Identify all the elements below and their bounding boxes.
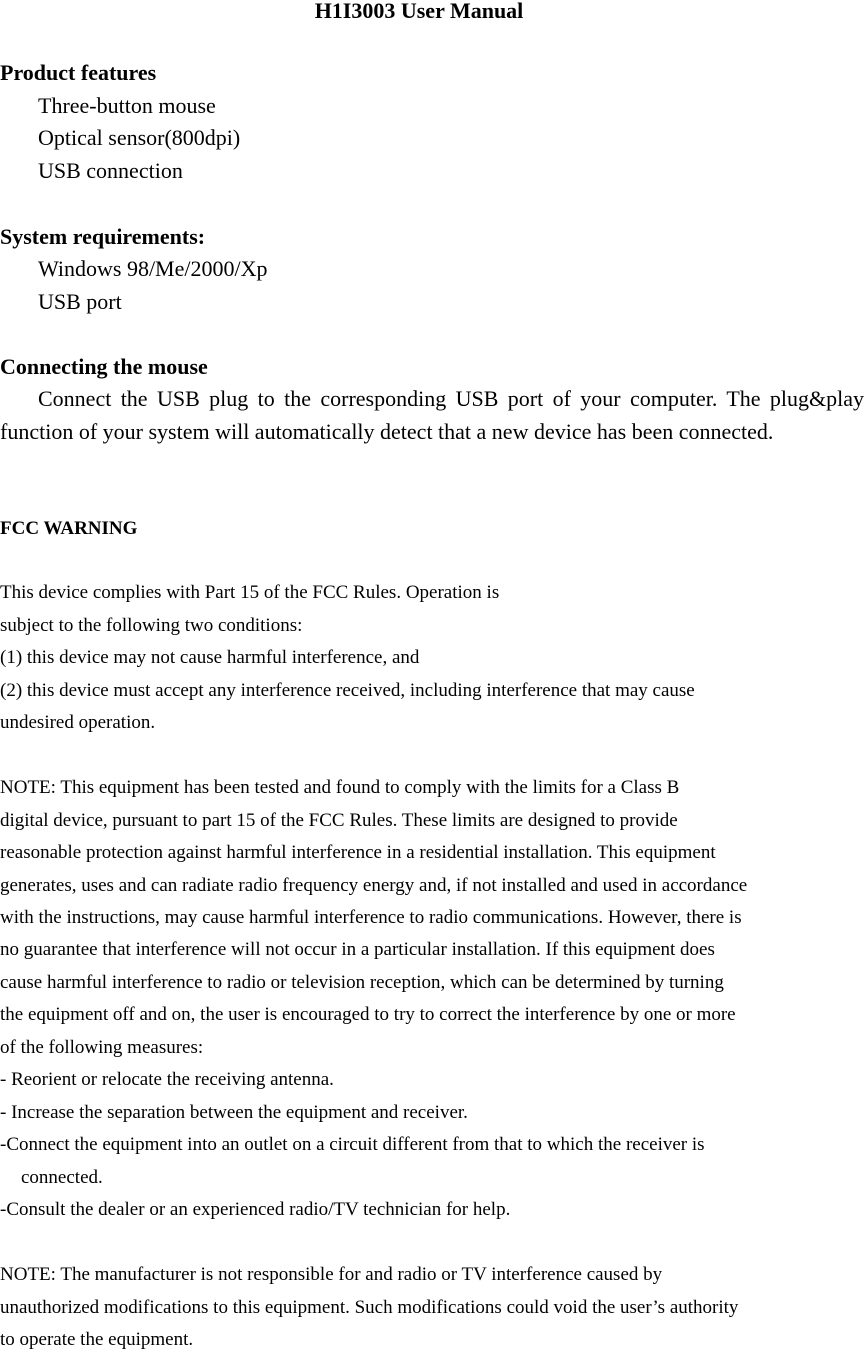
product-features-heading: Product features xyxy=(0,60,157,85)
connecting-paragraph: Connect the USB plug to the corresponding USB port of your computer. The plug&play function of your system will automatically detect that a new device has been connected. xyxy=(0,386,864,444)
measure-line: - Reorient or relocate the receiving antenna. xyxy=(0,1069,334,1090)
compliance-line: (2) this device must accept any interference received, including interference that may cause xyxy=(0,680,695,701)
measure-line: connected. xyxy=(21,1167,103,1188)
note-line: cause harmful interference to radio or television reception, which can be determined by turning xyxy=(0,972,724,993)
feature-item: Optical sensor(800dpi) xyxy=(38,125,241,150)
note-line: of the following measures: xyxy=(0,1037,204,1058)
system-requirements-heading: System requirements: xyxy=(0,224,206,249)
note-line: digital device, pursuant to part 15 of the FCC Rules. These limits are designed to provide xyxy=(0,810,678,831)
compliance-line: undesired operation. xyxy=(0,712,156,733)
note-line: the equipment off and on, the user is encouraged to try to correct the interference by one or more xyxy=(0,1004,736,1025)
measure-line: - Increase the separation between the equipment and receiver. xyxy=(0,1102,468,1123)
manufacturer-note-line: NOTE: The manufacturer is not responsible for and radio or TV interference caused by xyxy=(0,1264,663,1285)
fcc-warning-heading: FCC WARNING xyxy=(0,518,138,539)
manufacturer-note-line: unauthorized modifications to this equipment. Such modifications could void the user’s authority xyxy=(0,1297,739,1318)
requirement-item: Windows 98/Me/2000/Xp xyxy=(38,256,268,281)
requirement-item: USB port xyxy=(38,289,122,314)
measure-line: -Connect the equipment into an outlet on a circuit different from that to which the receiver is xyxy=(0,1134,705,1155)
note-line: NOTE: This equipment has been tested and found to comply with the limits for a Class B xyxy=(0,777,680,798)
compliance-line: subject to the following two conditions: xyxy=(0,615,303,636)
measure-line: -Consult the dealer or an experienced radio/TV technician for help. xyxy=(0,1199,511,1220)
compliance-line: (1) this device may not cause harmful interference, and xyxy=(0,647,420,668)
note-line: with the instructions, may cause harmful interference to radio communications. However, there is xyxy=(0,907,742,928)
note-line: generates, uses and can radiate radio frequency energy and, if not installed and used in accordance xyxy=(0,875,748,896)
connecting-heading: Connecting the mouse xyxy=(0,354,208,379)
document-title: H1I3003 User Manual xyxy=(314,0,524,23)
note-line: no guarantee that interference will not occur in a particular installation. If this equipment does xyxy=(0,939,715,960)
note-line: reasonable protection against harmful interference in a residential installation. This equipment xyxy=(0,842,716,863)
compliance-line: This device complies with Part 15 of the FCC Rules. Operation is xyxy=(0,582,500,603)
manufacturer-note-line: to operate the equipment. xyxy=(0,1329,194,1350)
feature-item: USB connection xyxy=(38,158,183,183)
feature-item: Three-button mouse xyxy=(38,93,216,118)
